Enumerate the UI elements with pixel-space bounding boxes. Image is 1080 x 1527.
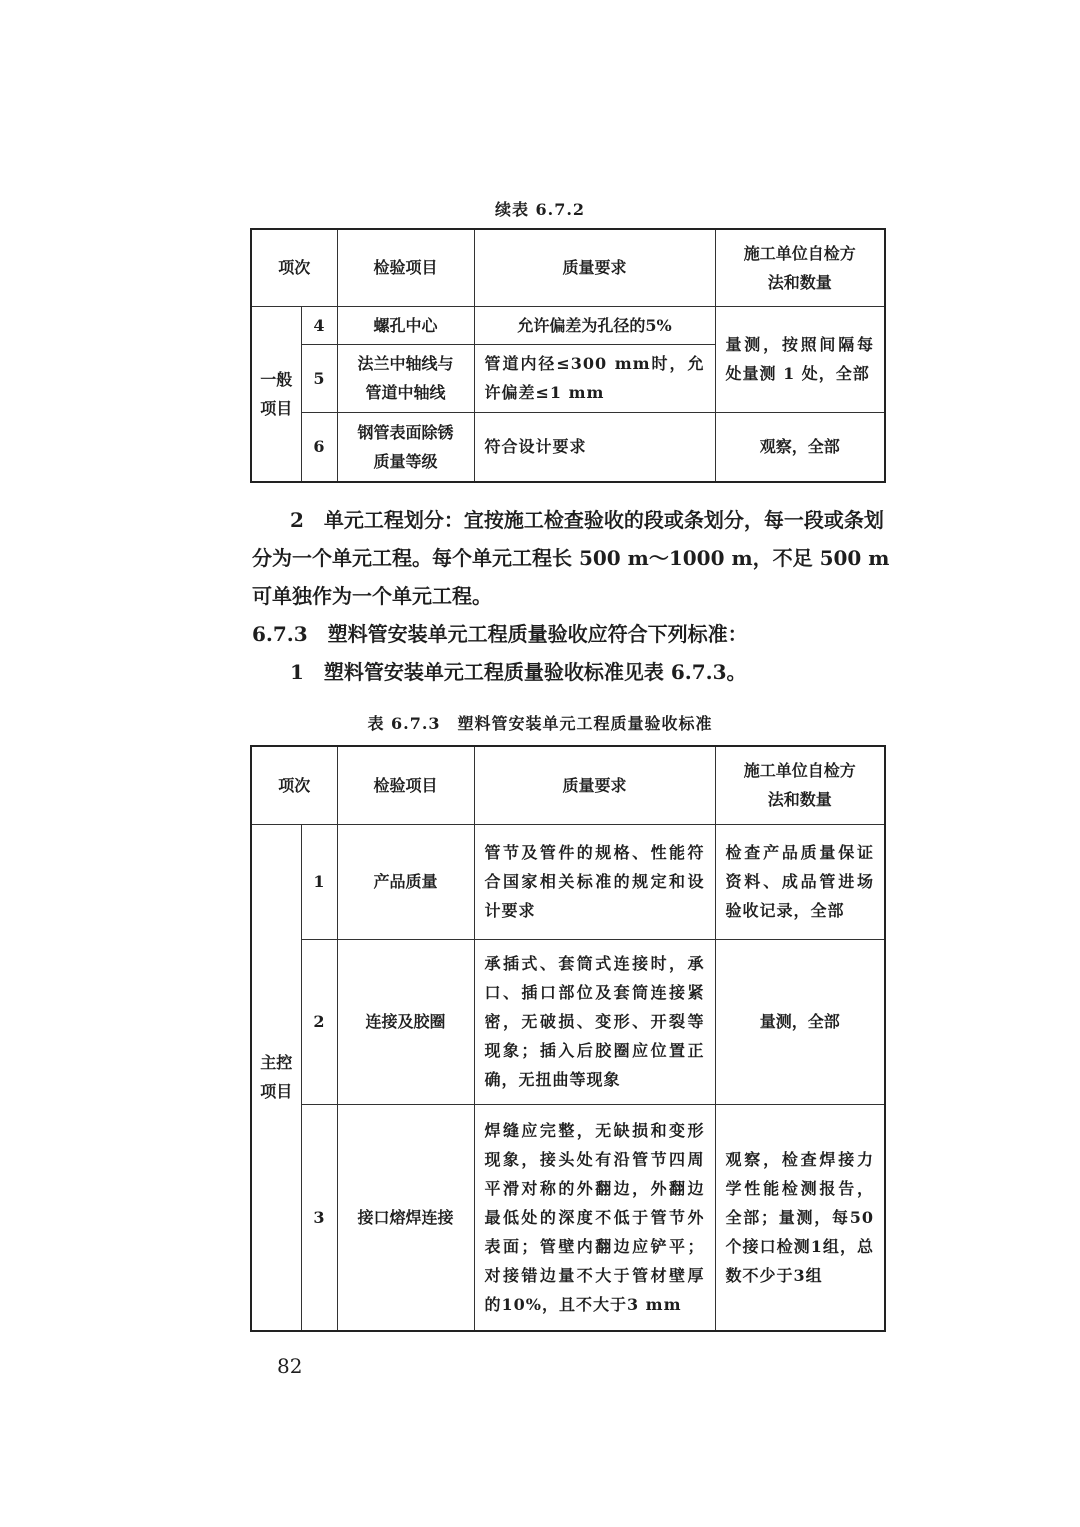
page-number: 82 <box>277 1354 303 1378</box>
row-method: 量测，全部 <box>715 939 885 1104</box>
row-item: 连接及胶圈 <box>337 939 474 1104</box>
header-requirement: 质量要求 <box>474 229 715 306</box>
row-requirement: 管道内径≤300 mm时，允许偏差≤1 mm <box>474 344 715 412</box>
table-row <box>251 824 885 939</box>
table-row <box>251 939 885 1104</box>
group-label: 主控项目 <box>251 824 301 1331</box>
row-no: 1 <box>301 824 337 939</box>
row-method: 观察，检查焊接力学性能检测报告，全部；量测，每50个接口检测1组，总数不少于3组 <box>715 1104 885 1331</box>
row-item: 螺孔中心 <box>337 306 474 344</box>
row-requirement: 承插式、套筒式连接时，承口、插口部位及套筒连接紧密，无破损、变形、开裂等现象；插入后胶圈应位置正确，无扭曲等现象 <box>474 939 715 1104</box>
header-requirement: 质量要求 <box>474 746 715 824</box>
table-row <box>251 306 885 344</box>
table-6-7-2-continued <box>250 228 886 483</box>
row-no: 5 <box>301 344 337 412</box>
paragraph-unit-division: 2 单元工程划分：宜按施工检查验收的段或条划分，每一段或条划分为一个单元工程。每个单元工程长 500 m～1000 m，不足 500 m 可单独作为一个单元工程。 <box>252 508 890 608</box>
row-item: 法兰中轴线与管道中轴线 <box>337 344 474 412</box>
header-item: 检验项目 <box>337 746 474 824</box>
table1-caption: 续表 6.7.2 <box>494 200 586 219</box>
row-requirement: 符合设计要求 <box>474 412 715 482</box>
header-method: 施工单位自检方法和数量 <box>715 746 885 824</box>
table-6-7-3 <box>250 745 886 1332</box>
row-no: 3 <box>301 1104 337 1331</box>
row-item: 产品质量 <box>337 824 474 939</box>
row-item: 接口熔焊连接 <box>337 1104 474 1331</box>
header-method: 施工单位自检方法和数量 <box>715 229 885 306</box>
row-method: 检查产品质量保证资料、成品管进场验收记录，全部 <box>715 824 885 939</box>
paragraph-item-1: 1 塑料管安装单元工程质量验收标准见表 6.7.3。 <box>290 660 747 684</box>
header-item: 检验项目 <box>337 229 474 306</box>
header-no: 项次 <box>251 229 337 306</box>
row-method: 量测，按照间隔每处量测 1 处，全部 <box>715 306 885 412</box>
row-requirement: 允许偏差为孔径的5% <box>474 306 715 344</box>
table-row <box>251 412 885 482</box>
row-no: 6 <box>301 412 337 482</box>
table2-caption: 表 6.7.3 塑料管安装单元工程质量验收标准 <box>367 714 713 733</box>
row-no: 4 <box>301 306 337 344</box>
header-no: 项次 <box>251 746 337 824</box>
row-requirement: 焊缝应完整，无缺损和变形现象，接头处有沿管节四周平滑对称的外翻边，外翻边最低处的深度不低于管节外表面；管壁内翻边应铲平；对接错边量不大于管材壁厚的10%，且不大于3 mm <box>474 1104 715 1331</box>
table-row <box>251 1104 885 1331</box>
row-item: 钢管表面除锈质量等级 <box>337 412 474 482</box>
row-requirement: 管节及管件的规格、性能符合国家相关标准的规定和设计要求 <box>474 824 715 939</box>
paragraph-6-7-3: 6.7.3 塑料管安装单元工程质量验收应符合下列标准： <box>252 622 748 646</box>
row-no: 2 <box>301 939 337 1104</box>
row-method: 观察，全部 <box>715 412 885 482</box>
group-label: 一般项目 <box>251 306 301 482</box>
